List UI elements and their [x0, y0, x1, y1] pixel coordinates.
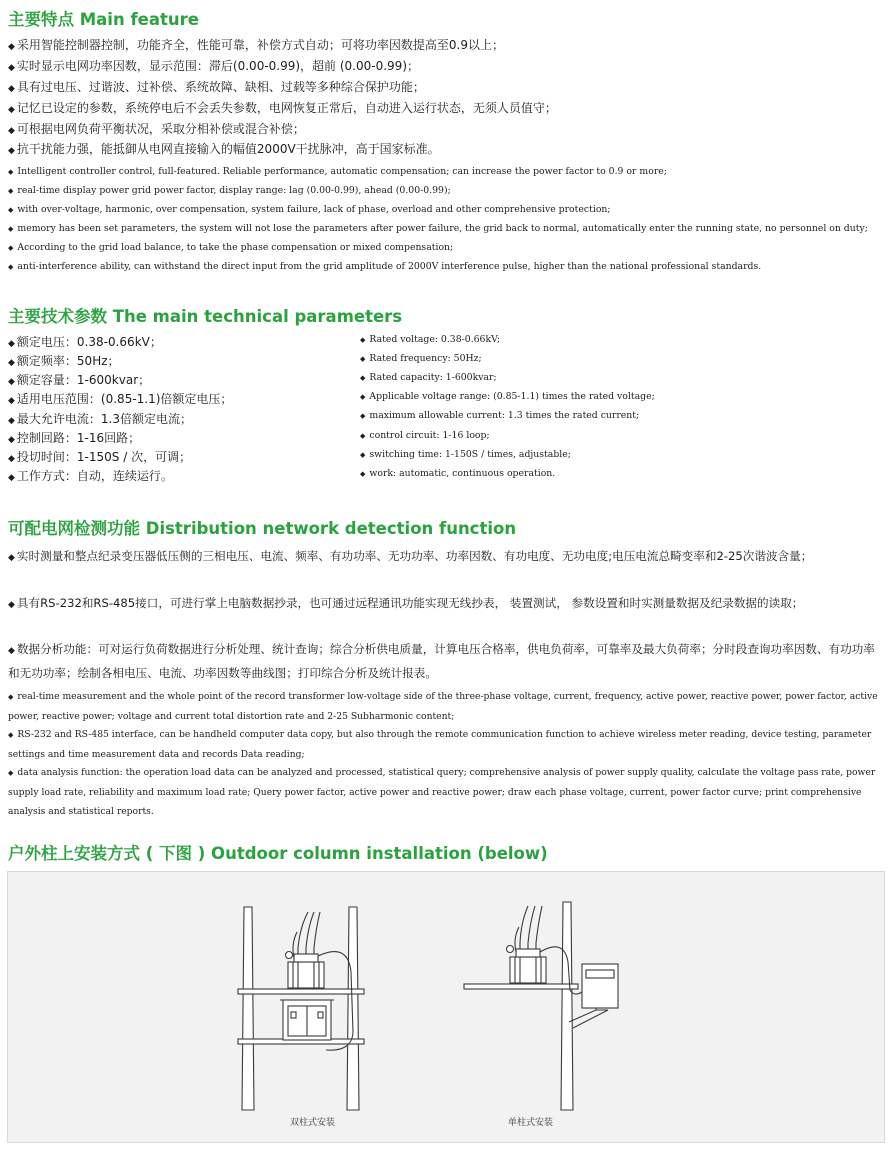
diamond-bullet-icon: ◆: [8, 168, 14, 176]
list-item: ◆ Rated voltage: 0.38-0.66kV;: [360, 334, 501, 345]
list-item: ◆ work: automatic, continuous operation.: [360, 468, 556, 479]
diamond-bullet-icon: ◆: [8, 454, 15, 464]
diamond-bullet-icon: ◆: [8, 416, 15, 426]
diamond-bullet-icon: ◆: [8, 126, 15, 136]
diamond-bullet-icon: ◆: [8, 600, 15, 610]
list-item: ◆ with over-voltage, harmonic, over compensation, system failure, lack of phase, overload and other comprehensive protection;: [8, 204, 611, 215]
diamond-bullet-icon: ◆: [8, 646, 15, 656]
double-pole-diagram: [238, 907, 364, 1110]
list-item: ◆ switching time: 1-150S / times, adjustable;: [360, 449, 571, 460]
list-item: ◆ 记忆已设定的参数，系统停电后不会丢失参数，电网恢复正常后，自动进入运行状态，无须人员值守；: [8, 101, 557, 115]
list-item: ◆ According to the grid load balance, to take the phase compensation or mixed compensation;: [8, 242, 454, 253]
diamond-bullet-icon: ◆: [8, 553, 15, 563]
list-item: ◆ RS-232 and RS-485 interface, can be handheld computer data copy, but also through the remote communication function to achieve wireless meter reading, device testing, parameter settings and time measurement data and records Data reading;: [8, 729, 872, 760]
list-item: ◆ maximum allowable current: 1.3 times the rated current;: [360, 410, 640, 421]
diamond-bullet-icon: ◆: [8, 225, 14, 233]
diamond-bullet-icon: ◆: [360, 374, 366, 382]
caption-double-pole: 双柱式安装: [290, 1118, 336, 1128]
list-item: ◆ 数据分析功能：可对运行负荷数据进行分析处理、统计查询；综合分析供电质量，计算电压合格率，供电负荷率，可靠率及最大负荷率；分时段查询功率因数、有功功率和无功功率；绘制各相电压、电流、功率因数等曲线图；打印综合分析及统计报表。: [8, 642, 875, 680]
list-item: ◆ real-time display power grid power factor, display range: lag (0.00-0.99), ahead (0.00-0.99);: [8, 185, 451, 196]
section-title-main-feature: 主要特点 Main feature: [8, 10, 199, 29]
list-item: ◆ control circuit: 1-16 loop;: [360, 430, 490, 441]
diamond-bullet-icon: ◆: [8, 187, 14, 195]
diamond-bullet-icon: ◆: [8, 42, 15, 52]
single-pole-diagram: [464, 902, 618, 1110]
installation-diagram: [8, 872, 884, 1142]
diamond-bullet-icon: ◆: [8, 263, 14, 271]
diamond-bullet-icon: ◆: [8, 435, 15, 445]
installation-diagram-panel: [7, 871, 885, 1143]
list-item: ◆ 采用智能控制器控制，功能齐全，性能可靠，补偿方式自动；可将功率因数提高至0.9以上；: [8, 38, 505, 52]
diamond-bullet-icon: ◆: [8, 693, 14, 701]
diamond-bullet-icon: ◆: [8, 396, 15, 406]
list-item: ◆ 可根据电网负荷平衡状况，采取分相补偿或混合补偿；: [8, 122, 305, 136]
diamond-bullet-icon: ◆: [8, 206, 14, 214]
diamond-bullet-icon: ◆: [8, 377, 15, 387]
list-item: ◆ Rated capacity: 1-600kvar;: [360, 372, 497, 383]
list-item: ◆ real-time measurement and the whole point of the record transformer low-voltage side of the three-phase voltage, current, frequency, active power, reactive power, power factor, active power, reactive power; voltage and current total distortion rate and 2-25 Subharmonic content;: [8, 691, 878, 722]
list-item: ◆ 具有RS-232和RS-485接口，可进行掌上电脑数据抄录，也可通过远程通讯功能实现无线抄表， 装置测试， 参数设置和时实测量数据及纪录数据的读取；: [8, 596, 804, 610]
diamond-bullet-icon: ◆: [8, 84, 15, 94]
diamond-bullet-icon: ◆: [360, 355, 366, 363]
diamond-bullet-icon: ◆: [360, 470, 366, 478]
list-item: ◆ anti-interference ability, can withstand the direct input from the grid amplitude of 2000V interference pulse, higher than the national professional standards.: [8, 261, 762, 272]
list-item: ◆ 投切时间：1-150S / 次，可调；: [8, 450, 192, 464]
diamond-bullet-icon: ◆: [8, 63, 15, 73]
diamond-bullet-icon: ◆: [8, 244, 14, 252]
list-item: ◆ 额定容量：1-600kvar；: [8, 373, 151, 387]
diamond-bullet-icon: ◆: [8, 146, 15, 156]
section-title-outdoor-installation: 户外柱上安装方式 ( 下图 ) Outdoor column installation (below): [8, 844, 548, 863]
list-item: ◆ 具有过电压、过谐波、过补偿、系统故障、缺相、过载等多种综合保护功能；: [8, 80, 425, 94]
diamond-bullet-icon: ◆: [360, 336, 366, 344]
list-item: ◆ 实时测量和整点纪录变压器低压侧的三相电压、电流、频率、有功功率、无功功率、功率因数、有功电度、无功电度;电压电流总畸变率和2-25次谐波含量；: [8, 549, 813, 563]
list-item: ◆ 适用电压范围：(0.85-1.1)倍额定电压；: [8, 392, 233, 406]
section-title-detection-function: 可配电网检测功能 Distribution network detection function: [8, 519, 517, 538]
list-item: ◆ 额定电压：0.38-0.66kV；: [8, 335, 162, 349]
diamond-bullet-icon: ◆: [8, 105, 15, 115]
list-item: ◆ 额定频率：50Hz；: [8, 354, 120, 368]
list-item: ◆ Applicable voltage range: (0.85-1.1) times the rated voltage;: [360, 391, 655, 402]
section-title-technical-parameters: 主要技术参数 The main technical parameters: [8, 307, 403, 326]
list-item: ◆ 工作方式：自动，连续运行。: [8, 469, 173, 483]
diamond-bullet-icon: ◆: [8, 731, 14, 739]
list-item: ◆ 实时显示电网功率因数，显示范围：滞后(0.00-0.99)，超前 (0.00-0.99)；: [8, 59, 420, 73]
list-item: ◆ Rated frequency: 50Hz;: [360, 353, 482, 364]
list-item: ◆ 抗干扰能力强，能抵御从电网直接输入的幅值2000V干扰脉冲，高于国家标准。: [8, 142, 440, 156]
caption-single-pole: 单柱式安装: [508, 1118, 554, 1128]
diamond-bullet-icon: ◆: [360, 393, 366, 401]
list-item: ◆ data analysis function: the operation load data can be analyzed and processed, statistical query; comprehensive analysis of power supply quality, calculate the voltage pass rate, power supply load rate, reliability and maximum load rate; Query power factor, active power and reactive power; draw each phase voltage, current, power factor curve; print comprehensive analysis and statistical reports.: [8, 767, 876, 817]
diamond-bullet-icon: ◆: [8, 358, 15, 368]
diamond-bullet-icon: ◆: [360, 412, 366, 420]
diamond-bullet-icon: ◆: [8, 339, 15, 349]
list-item: ◆ 控制回路：1-16回路；: [8, 431, 141, 445]
list-item: ◆ memory has been set parameters, the system will not lose the parameters after power failure, the grid back to normal, automatically enter the running state, no personnel on duty;: [8, 223, 868, 234]
diamond-bullet-icon: ◆: [8, 769, 14, 777]
list-item: ◆ Intelligent controller control, full-featured. Reliable performance, automatic compensation; can increase the power factor to 0.9 or more;: [8, 166, 667, 177]
diamond-bullet-icon: ◆: [360, 432, 366, 440]
list-item: ◆ 最大允许电流：1.3倍额定电流；: [8, 412, 193, 426]
diamond-bullet-icon: ◆: [360, 451, 366, 459]
diamond-bullet-icon: ◆: [8, 473, 15, 483]
